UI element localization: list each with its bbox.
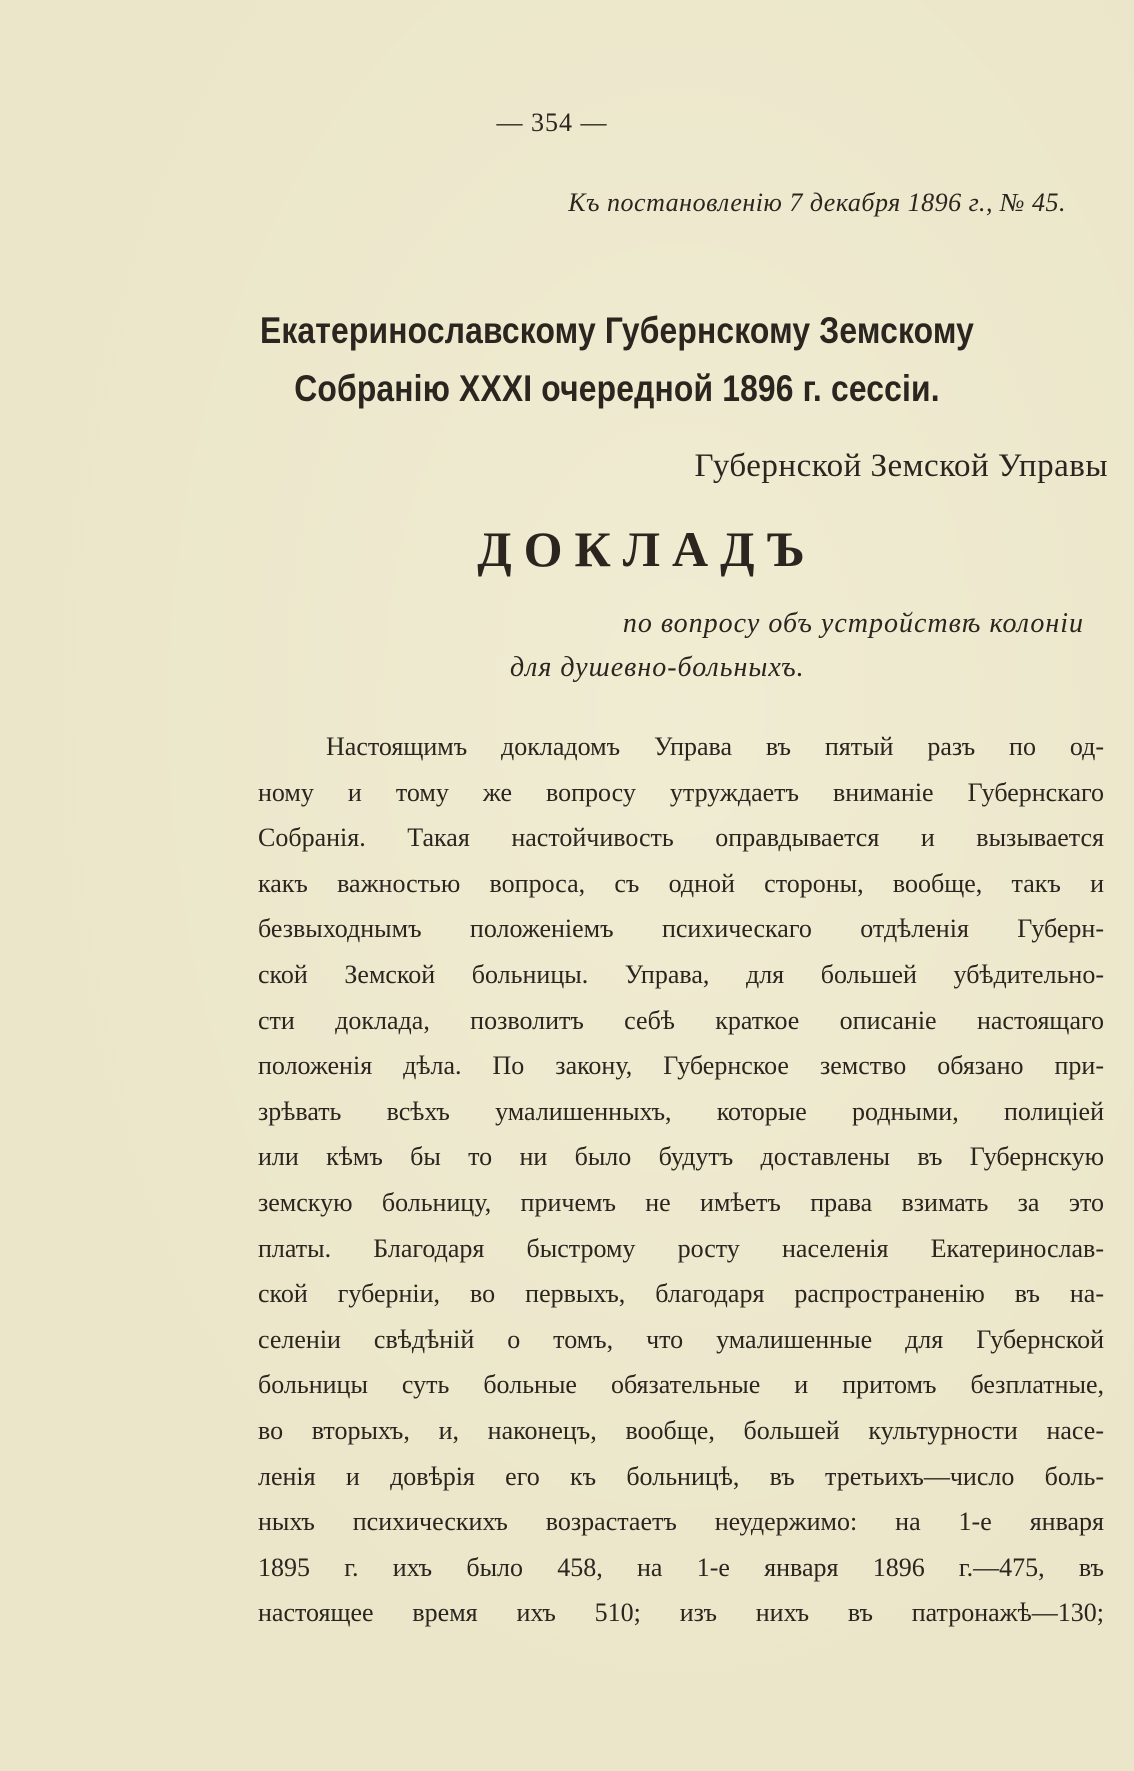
- body-line: селеніи свѣдѣній о томъ, что умалишенные для Губернской: [258, 1324, 1104, 1354]
- body-line: ской губерніи, во первыхъ, благодаря распространенію въ на-: [258, 1279, 1104, 1309]
- board-name: Губернской Земской Управы: [694, 448, 1108, 484]
- body-line: 1895 г. ихъ было 458, на 1-е января 1896 г.—475, въ: [258, 1552, 1104, 1582]
- body-line: ному и тому же вопросу утруждаетъ вниманіе Губернскаго: [258, 777, 1104, 807]
- heading-line-2: Собранію XXXI очередной 1896 г. сессіи.: [294, 368, 940, 409]
- subject-line-1: по вопросу объ устройствѣ колоніи: [622, 608, 1084, 639]
- body-line: зрѣвать всѣхъ умалишенныхъ, которые родными, полиціей: [258, 1096, 1104, 1126]
- body-line: или кѣмъ бы то ни было будутъ доставлены въ Губернскую: [258, 1142, 1104, 1172]
- report-body: [258, 724, 1104, 1636]
- body-line: во вторыхъ, и, наконецъ, вообще, большей культурности насе-: [258, 1415, 1104, 1445]
- body-line: больницы суть больные обязательные и притомъ безплатные,: [258, 1370, 1104, 1400]
- body-line: сти доклада, позволитъ себѣ краткое описаніе настоящаго: [258, 1005, 1104, 1035]
- body-line: Собранія. Такая настойчивость оправдывается и вызывается: [258, 823, 1104, 853]
- heading-line-1: Екатеринославскому Губернскому Земскому: [259, 310, 975, 351]
- body-line: безвыходнымъ положеніемъ психическаго отдѣленія Губерн-: [258, 914, 1104, 944]
- body-line: ленія и довѣрія его къ больницѣ, въ третьихъ—число боль-: [258, 1461, 1104, 1491]
- subject-line-2: для душевно-больныхъ.: [510, 652, 805, 683]
- body-line: какъ важностью вопроса, съ одной стороны, вообще, такъ и: [258, 868, 1104, 898]
- body-line: ныхъ психическихъ возрастаетъ неудержимо: на 1-е января: [258, 1507, 1104, 1537]
- body-line: платы. Благодаря быстрому росту населенія Екатеринослав-: [258, 1233, 1104, 1263]
- document-title: ДОКЛАДЪ: [477, 521, 817, 577]
- body-line: Настоящимъ докладомъ Управа въ пятый разъ по од-: [326, 732, 1104, 761]
- resolution-reference: Къ постановленію 7 декабря 1896 г., № 45.: [568, 188, 1066, 217]
- body-line: земскую больницу, причемъ не имѣетъ права взимать за это: [258, 1187, 1104, 1217]
- body-line: положенія дѣла. По закону, Губернское земство обязано при-: [258, 1051, 1104, 1081]
- body-line: ской Земской больницы. Управа, для большей убѣдительно-: [258, 959, 1104, 989]
- body-line: настоящее время ихъ 510; изъ нихъ въ патронажѣ—130;: [258, 1598, 1104, 1628]
- page-number: — 354 —: [496, 108, 608, 137]
